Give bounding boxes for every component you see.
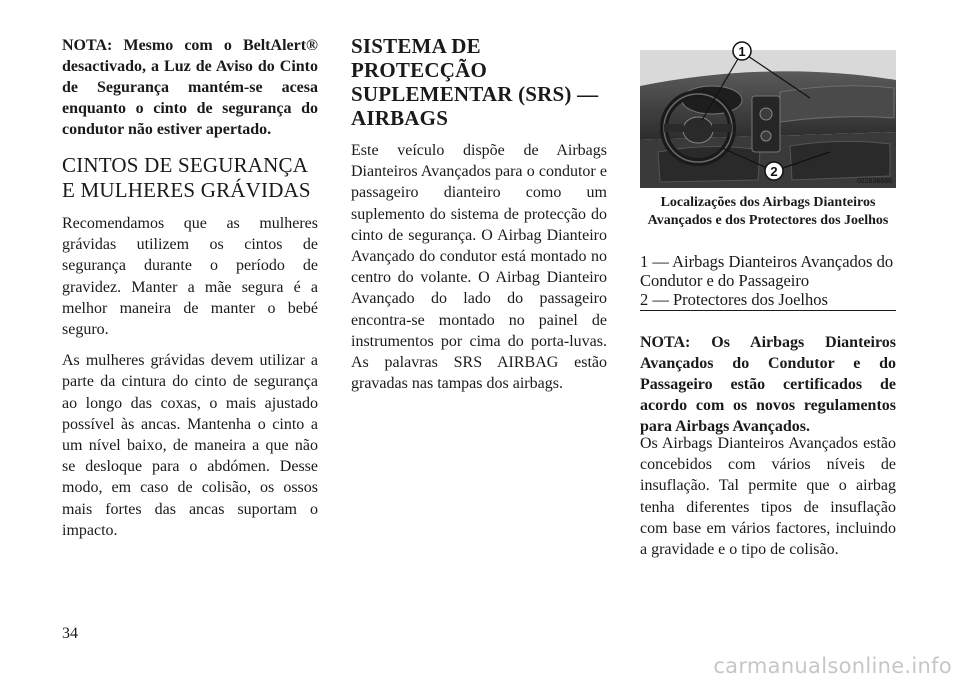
pregnant-paragraph-2: As mulheres grávidas devem utilizar a parte da cintura do cinto de segurança ao longo das coxas, o mais ajustado possível às ancas. Mantenha o cinto a um nível baixo, de maneira a que não se desloque para o abdómen. Desse modo, em caso de colisão, os ossos mais fortes das ancas suportam o impacto. xyxy=(62,352,318,539)
srs-airbags-heading: SISTEMA DE PROTECÇÃO SUPLEMENTAR (SRS) — AIRBAGS xyxy=(351,34,599,130)
airbag-certification-note: NOTA: Os Airbags Dianteiros Avançados do Condutor e do Passageiro estão certificados de acordo com os novos regulamentos para Airbags Avançados. xyxy=(640,334,896,435)
airbag-inflation-paragraph: Os Airbags Dianteiros Avançados estão concebidos com vários níveis de insuflação. Tal permite que o airbag tenha diferentes tipos de insuflação com base em vários factores, incluindo a gravidade e o tipo de colisão. xyxy=(640,435,896,559)
callout-1: 1 xyxy=(738,44,746,59)
legend-item-2: 2 — Protectores dos Joelhos xyxy=(640,290,828,309)
beltalert-note: NOTA: Mesmo com o BeltAlert® desactivado, a Luz de Aviso do Cinto de Segurança mantém-se acesa enquanto o cinto de segurança do condutor não estiver apertado. xyxy=(62,37,318,138)
left-column xyxy=(62,0,318,551)
middle-column xyxy=(351,0,607,404)
figure-code: 022636666 xyxy=(856,178,892,185)
dashboard-drawing xyxy=(640,40,896,188)
figure-legend xyxy=(640,252,896,309)
pregnant-women-heading: CINTOS DE SEGURANÇA E MULHERES GRÁVIDAS xyxy=(62,153,311,202)
legend-item-1: 1 — Airbags Dianteiros Avançados do Condutor e do Passageiro xyxy=(640,252,894,290)
page-number: 34 xyxy=(62,625,78,642)
dashboard-airbag-illustration xyxy=(640,40,896,188)
srs-paragraph: Este veículo dispõe de Airbags Dianteiros Avançados para o condutor e passageiro dianteiro como um suplemento do sistema de protecção do cinto de segurança. O Airbag Dianteiro Avançado do condutor está montado no centro do volante. O Airbag Dianteiro Avançado do lado do passageiro encontra-se montado no painel de instrumentos por cima do porta-luvas. As palavras SRS AIRBAG estão gravadas nas tampas dos airbags. xyxy=(351,142,607,393)
watermark: carmanualsonline.info xyxy=(713,654,952,678)
legend-divider xyxy=(640,310,896,311)
figure-caption: Localizações dos Airbags Dianteiros Avançados e dos Protectores dos Joelhos xyxy=(647,195,889,228)
callout-2: 2 xyxy=(770,164,778,179)
pregnant-paragraph-1: Recomendamos que as mulheres grávidas utilizem os cintos de segurança durante o período de gravidez. Manter a mãe segura é a melhor maneira de manter o bebé seguro. xyxy=(62,215,318,339)
